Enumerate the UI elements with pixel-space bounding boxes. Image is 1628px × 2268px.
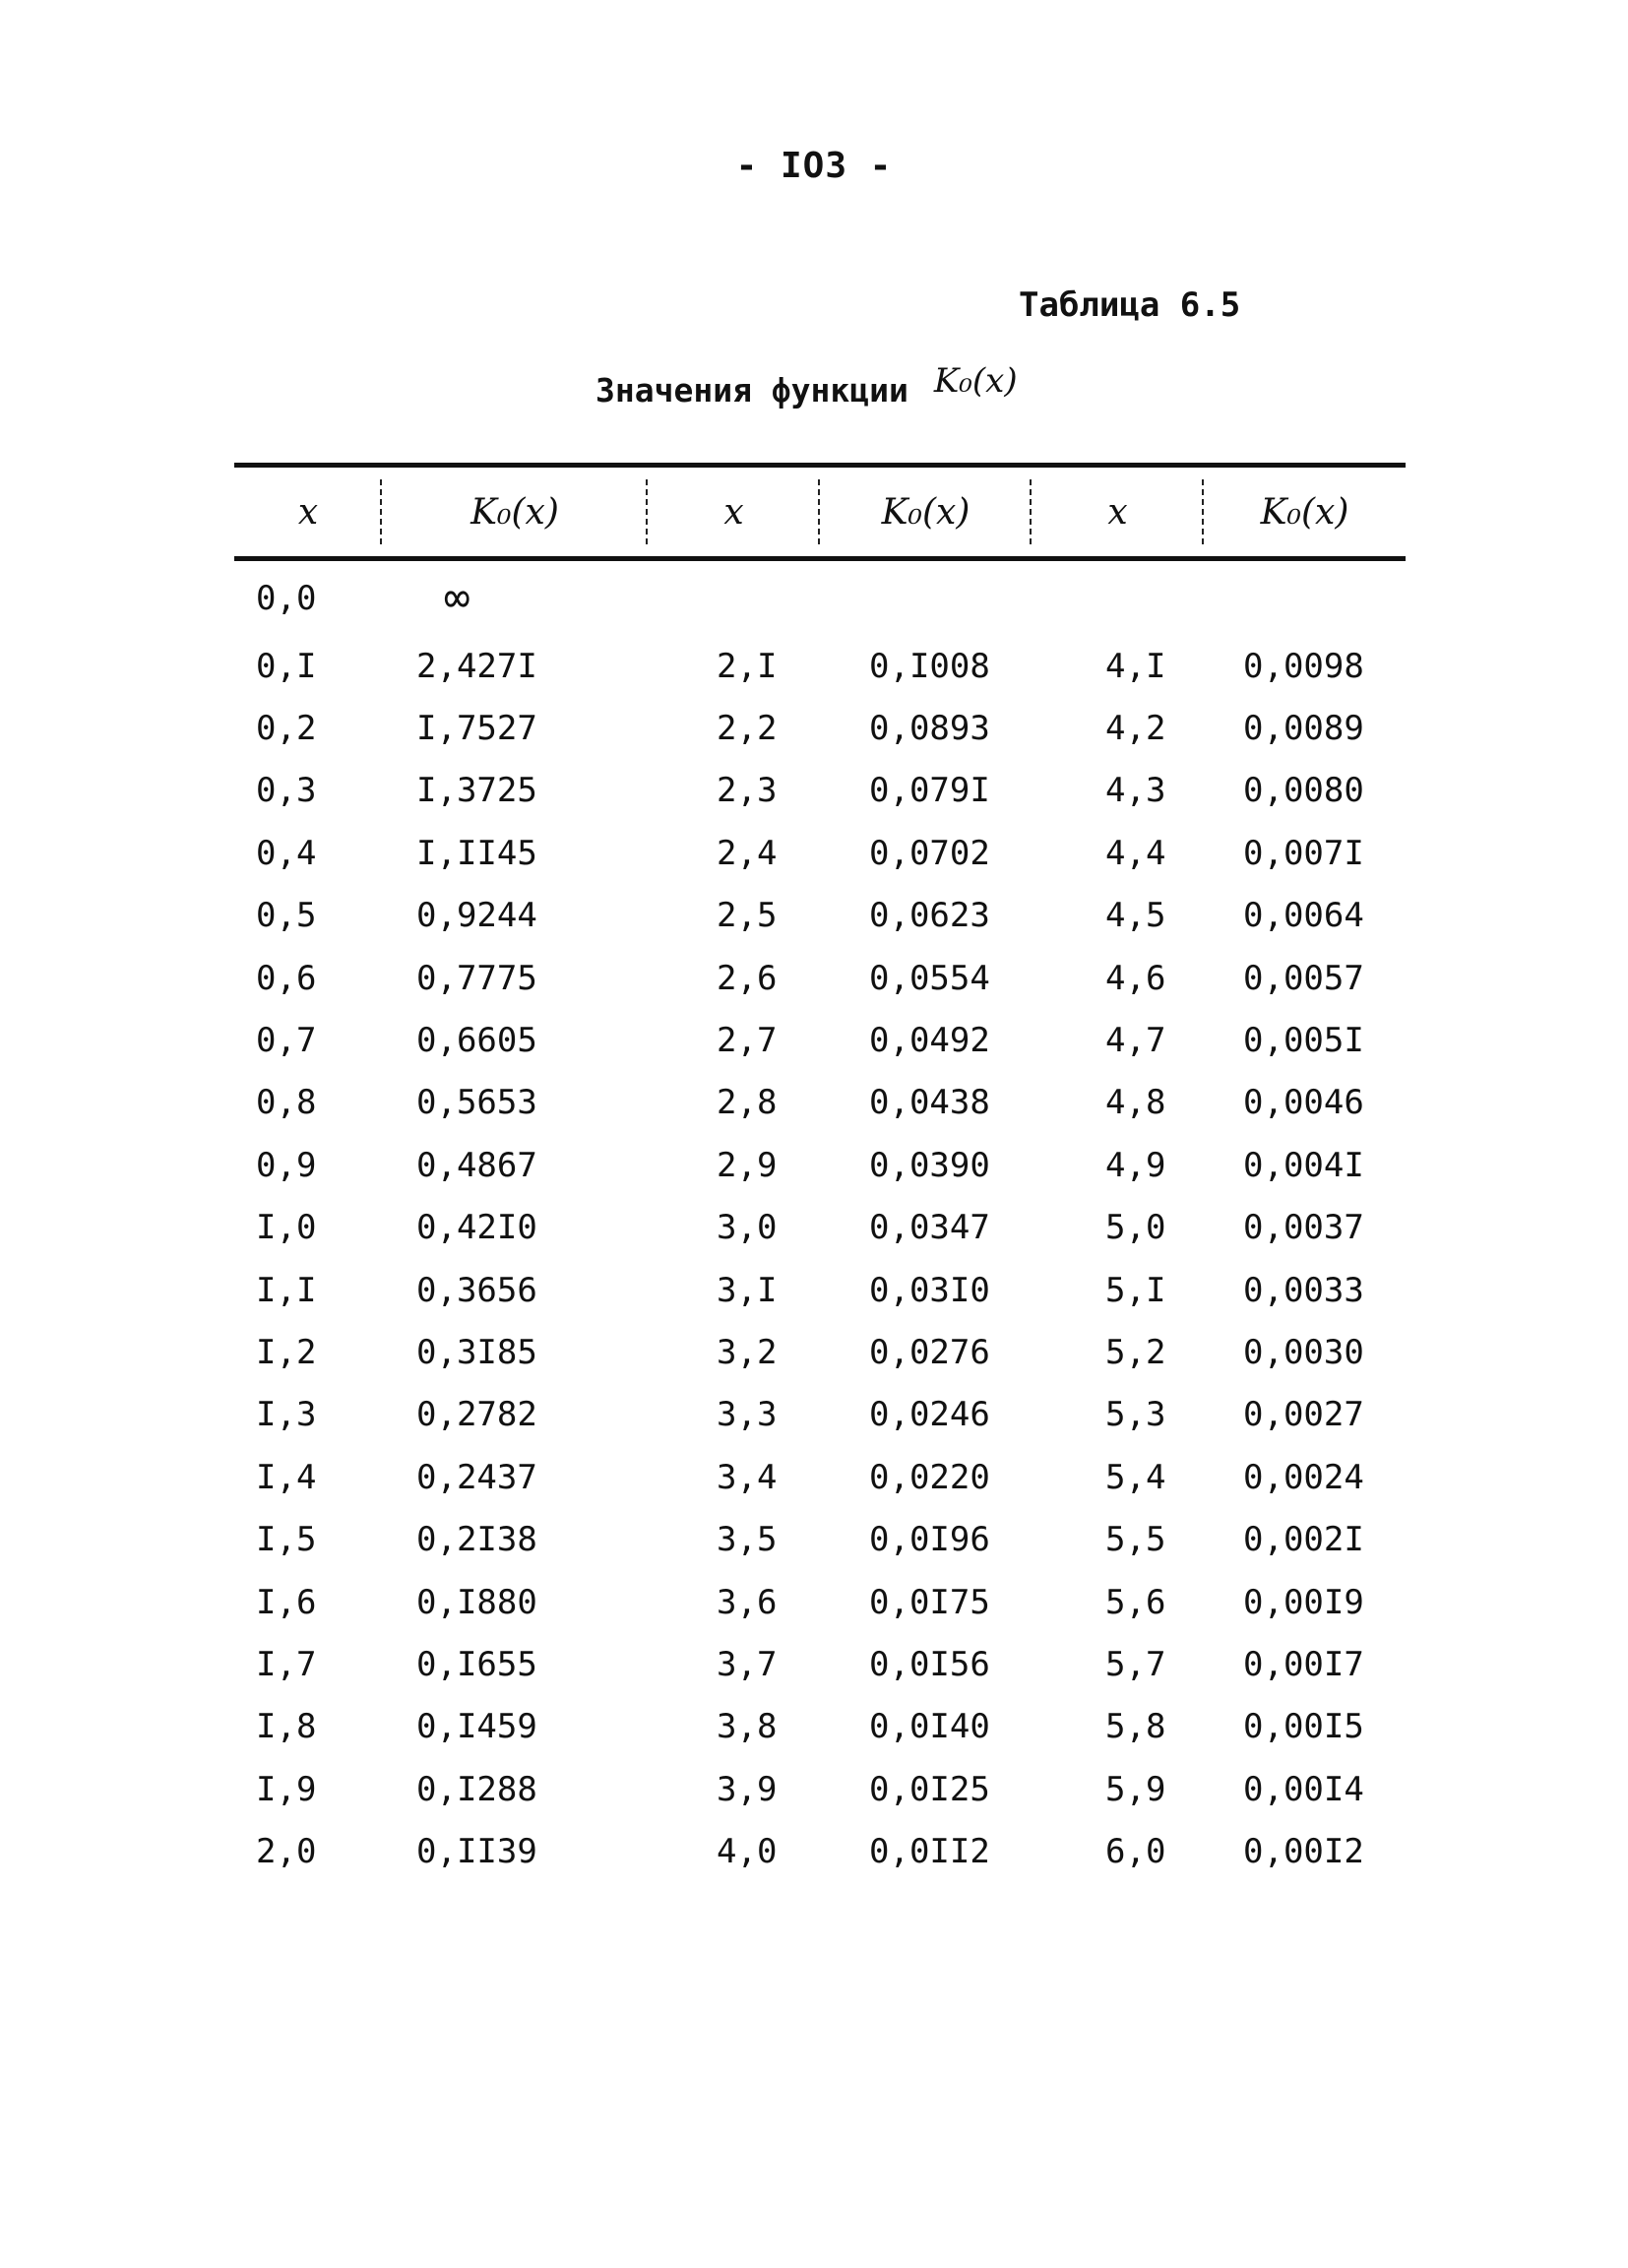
cell-k0: 0,0024 — [1243, 1457, 1364, 1497]
cell-x: 0,9 — [256, 1145, 317, 1185]
cell-k0: 0,0057 — [1243, 958, 1364, 998]
cell-k0: 0,0492 — [869, 1021, 990, 1061]
cell-empty — [648, 559, 820, 636]
cell-x: 2,2 — [717, 709, 778, 749]
cell-x: 5,I — [1105, 1270, 1166, 1310]
cell-x: I,4 — [256, 1457, 317, 1497]
cell-k0: 0,00I2 — [1243, 1832, 1364, 1872]
cell-x: 2,8 — [717, 1083, 778, 1123]
cell-k0: 0,0438 — [869, 1083, 990, 1123]
infinity-symbol: ∞ — [444, 573, 470, 623]
function-table-wrapper — [234, 463, 1406, 1883]
cell-k0: 0,007I — [1243, 833, 1364, 873]
table-row — [234, 635, 1406, 697]
cell-k0: 0,4867 — [416, 1145, 537, 1185]
cell-k0: 0,2437 — [416, 1457, 537, 1497]
cell-k0 — [382, 559, 648, 636]
table-row — [234, 1259, 1406, 1321]
cell-empty — [820, 559, 1032, 636]
cell-k0: 0,5653 — [416, 1083, 537, 1123]
table-row — [234, 1820, 1406, 1882]
cell-x: 4,9 — [1105, 1145, 1166, 1185]
cell-k0: 0,0246 — [869, 1395, 990, 1435]
cell-k0: 0,2I38 — [416, 1520, 537, 1560]
table-header-row — [234, 466, 1406, 559]
cell-x: 3,3 — [717, 1395, 778, 1435]
cell-x: 5,4 — [1105, 1457, 1166, 1497]
header-x-3: x — [1032, 466, 1204, 559]
cell-k0: 0,00I7 — [1243, 1644, 1364, 1684]
cell-k0: 0,I288 — [416, 1769, 537, 1809]
cell-x: 5,5 — [1105, 1520, 1166, 1560]
table-row — [234, 760, 1406, 822]
cell-k0: 0,079I — [869, 771, 990, 811]
table-row — [234, 1009, 1406, 1071]
caption-text: Значения функции — [595, 371, 908, 410]
cell-x: 0,8 — [256, 1083, 317, 1123]
cell-x: 0,2 — [256, 709, 317, 749]
cell-k0: 0,0I40 — [869, 1707, 990, 1747]
cell-k0: 0,0I56 — [869, 1644, 990, 1684]
cell-x: 4,8 — [1105, 1083, 1166, 1123]
cell-empty — [1204, 559, 1406, 636]
cell-x: 3,I — [717, 1270, 778, 1310]
table-row — [234, 822, 1406, 884]
cell-x: 2,5 — [717, 896, 778, 936]
cell-x: 0,0 — [256, 578, 317, 618]
table-row — [234, 1758, 1406, 1820]
cell-k0: 0,3I85 — [416, 1332, 537, 1372]
table-row — [234, 1571, 1406, 1633]
cell-x: 2,I — [717, 646, 778, 686]
cell-k0: 0,I655 — [416, 1644, 537, 1684]
cell-x: 0,6 — [256, 958, 317, 998]
page-number: - IO3 - — [735, 146, 893, 186]
cell-k0: 0,00I4 — [1243, 1769, 1364, 1809]
cell-k0: 0,002I — [1243, 1520, 1364, 1560]
cell-k0: 0,00I9 — [1243, 1582, 1364, 1622]
cell-x: 0,4 — [256, 833, 317, 873]
table-row — [234, 697, 1406, 759]
cell-x: I,8 — [256, 1707, 317, 1747]
cell-x: I,2 — [256, 1332, 317, 1372]
table-row — [234, 885, 1406, 947]
cell-k0: 0,0I25 — [869, 1769, 990, 1809]
cell-x: 3,0 — [717, 1208, 778, 1248]
cell-x: 0,I — [256, 646, 317, 686]
cell-empty — [1032, 559, 1204, 636]
header-x-1: x — [234, 466, 382, 559]
cell-k0: 0,3656 — [416, 1270, 537, 1310]
cell-x: 2,0 — [256, 1832, 317, 1872]
cell-k0: 0,I459 — [416, 1707, 537, 1747]
cell-k0: 0,0098 — [1243, 646, 1364, 686]
cell-k0: 0,0276 — [869, 1332, 990, 1372]
cell-x: 5,8 — [1105, 1707, 1166, 1747]
table-row — [234, 1134, 1406, 1196]
table-row — [234, 1508, 1406, 1570]
cell-x: 4,5 — [1105, 896, 1166, 936]
cell-k0: 0,I880 — [416, 1582, 537, 1622]
cell-k0: 0,0II2 — [869, 1832, 990, 1872]
table-body — [234, 559, 1406, 1883]
header-k0-2: K₀(x) — [820, 466, 1032, 559]
cell-x: 3,5 — [717, 1520, 778, 1560]
cell-x: 3,9 — [717, 1769, 778, 1809]
table-row — [234, 1633, 1406, 1695]
cell-x: I,6 — [256, 1582, 317, 1622]
cell-k0: 0,2782 — [416, 1395, 537, 1435]
cell-k0: 0,0046 — [1243, 1083, 1364, 1123]
cell-x: 5,6 — [1105, 1582, 1166, 1622]
table-row — [234, 1197, 1406, 1259]
cell-x: 3,7 — [717, 1644, 778, 1684]
table-row — [234, 947, 1406, 1009]
cell-k0: 0,0030 — [1243, 1332, 1364, 1372]
table-row-zero — [234, 559, 1406, 636]
table-row — [234, 1446, 1406, 1508]
cell-x: 4,0 — [717, 1832, 778, 1872]
cell-k0: 0,00I5 — [1243, 1707, 1364, 1747]
table-row — [234, 1321, 1406, 1383]
cell-x: 0,3 — [256, 771, 317, 811]
cell-k0: 0,0390 — [869, 1145, 990, 1185]
cell-x: 5,3 — [1105, 1395, 1166, 1435]
cell-k0: 2,427I — [416, 646, 537, 686]
cell-x: I,I — [256, 1270, 317, 1310]
cell-k0: I,3725 — [416, 771, 537, 811]
cell-k0: 0,9244 — [416, 896, 537, 936]
cell-k0: I,II45 — [416, 833, 537, 873]
cell-x: 0,7 — [256, 1021, 317, 1061]
table-label: Таблица 6.5 — [1019, 285, 1241, 325]
cell-k0: 0,42I0 — [416, 1208, 537, 1248]
cell-x: I,7 — [256, 1644, 317, 1684]
cell-k0: 0,0554 — [869, 958, 990, 998]
cell-k0: 0,0027 — [1243, 1395, 1364, 1435]
cell-k0: 0,II39 — [416, 1832, 537, 1872]
cell-k0: I,7527 — [416, 709, 537, 749]
cell-x: 3,2 — [717, 1332, 778, 1372]
cell-k0: 0,0I75 — [869, 1582, 990, 1622]
cell-x: 3,8 — [717, 1707, 778, 1747]
k0-values-table — [234, 463, 1406, 1883]
cell-k0: 0,6605 — [416, 1021, 537, 1061]
caption-function: K₀(x) — [933, 361, 1018, 401]
cell-k0: 0,0037 — [1243, 1208, 1364, 1248]
table-row — [234, 1384, 1406, 1446]
table-row — [234, 1072, 1406, 1134]
cell-k0: 0,0I96 — [869, 1520, 990, 1560]
table-row — [234, 1696, 1406, 1758]
cell-x: I,0 — [256, 1208, 317, 1248]
cell-k0: 0,7775 — [416, 958, 537, 998]
cell-k0: 0,03I0 — [869, 1270, 990, 1310]
cell-k0: 0,004I — [1243, 1145, 1364, 1185]
cell-k0: 0,0702 — [869, 833, 990, 873]
cell-x: 2,4 — [717, 833, 778, 873]
cell-k0: 0,0033 — [1243, 1270, 1364, 1310]
header-k0-3: K₀(x) — [1260, 491, 1349, 533]
cell-x: 3,4 — [717, 1457, 778, 1497]
cell-x: 5,7 — [1105, 1644, 1166, 1684]
cell-x: 2,7 — [717, 1021, 778, 1061]
header-x-2: x — [648, 466, 820, 559]
cell-x: 4,7 — [1105, 1021, 1166, 1061]
cell-k0: 0,0064 — [1243, 896, 1364, 936]
cell-x: 2,6 — [717, 958, 778, 998]
cell-k0: 0,0623 — [869, 896, 990, 936]
cell-x: 4,I — [1105, 646, 1166, 686]
header-k0-1: K₀(x) — [382, 466, 648, 559]
cell-k0: 0,0893 — [869, 709, 990, 749]
cell-k0: 0,005I — [1243, 1021, 1364, 1061]
cell-x: 4,6 — [1105, 958, 1166, 998]
cell-k0: 0,0220 — [869, 1457, 990, 1497]
cell-x: I,9 — [256, 1769, 317, 1809]
cell-x: 5,0 — [1105, 1208, 1166, 1248]
cell-x: I,5 — [256, 1520, 317, 1560]
cell-x: 4,4 — [1105, 833, 1166, 873]
cell-x: 5,9 — [1105, 1769, 1166, 1809]
cell-x: 3,6 — [717, 1582, 778, 1622]
cell-x: I,3 — [256, 1395, 317, 1435]
cell-x: 4,3 — [1105, 771, 1166, 811]
cell-x: 4,2 — [1105, 709, 1166, 749]
cell-x: 6,0 — [1105, 1832, 1166, 1872]
table-caption — [595, 361, 1018, 410]
cell-x: 5,2 — [1105, 1332, 1166, 1372]
cell-x: 0,5 — [256, 896, 317, 936]
cell-x: 2,3 — [717, 771, 778, 811]
cell-k0: 0,0089 — [1243, 709, 1364, 749]
cell-k0: 0,0080 — [1243, 771, 1364, 811]
cell-k0: 0,I008 — [869, 646, 990, 686]
cell-k0: 0,0347 — [869, 1208, 990, 1248]
cell-x: 2,9 — [717, 1145, 778, 1185]
